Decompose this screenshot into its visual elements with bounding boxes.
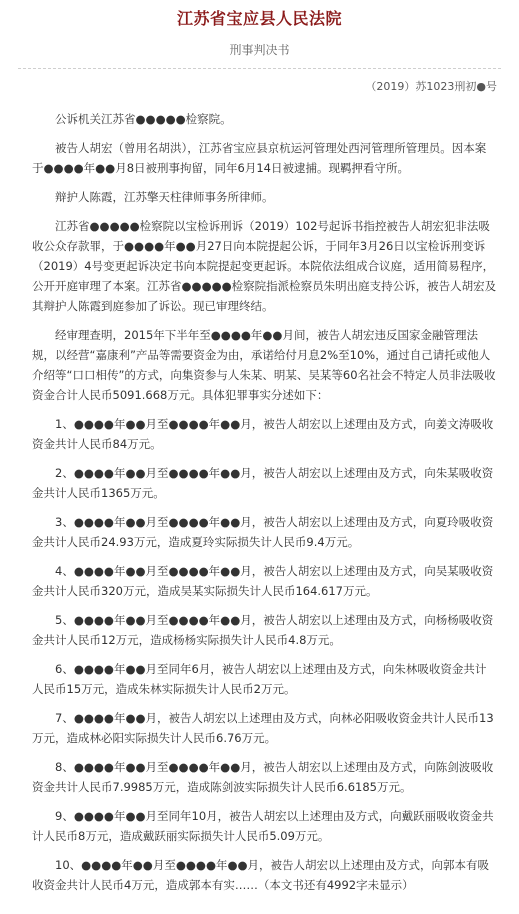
fact-item-2: 2、●●●●年●●月至●●●●年●●月，被告人胡宏以上述理由及方式，向朱某吸收资金共计人民币1365万元。 [32,466,494,500]
fact-item-3: 3、●●●●年●●月至●●●●年●●月，被告人胡宏以上述理由及方式，向夏玲吸收资金共计人民币24.93万元，造成夏玲实际损失计人民币9.4万元。 [32,515,494,549]
fact-item-9: 9、●●●●年●●月至同年10月，被告人胡宏以上述理由及方式，向戴跃丽吸收资金共计人民币8万元，造成戴跃丽实际损失计人民币5.09万元。 [32,809,494,843]
defender-paragraph: 辩护人陈霞，江苏擎天柱律师事务所律师。 [55,190,274,204]
court-name: 江苏省宝应县人民法院 [176,9,342,28]
judgment-body [0,95,519,895]
defendant-paragraph: 被告人胡宏（曾用名胡洪），江苏省宝应县京杭运河管理处西河管理所管理员。因本案于●●●●年●●月8日被刑事拘留，同年6月14日被逮捕。现羁押看守所。 [32,141,487,175]
fact-item-7: 7、●●●●年●●月，被告人胡宏以上述理由及方式，向林必阳吸收资金共计人民币13万元，造成林必阳实际损失计人民币6.76万元。 [32,711,494,745]
fact-item-5: 5、●●●●年●●月至●●●●年●●月，被告人胡宏以上述理由及方式，向杨杨吸收资金共计人民币12万元，造成杨杨实际损失计人民币4.8万元。 [32,613,494,647]
fact-item-8: 8、●●●●年●●月至●●●●年●●月，被告人胡宏以上述理由及方式，向陈剑波吸收资金共计人民币7.9985万元，造成陈剑波实际损失计人民币6.6185万元。 [32,760,494,794]
case-number: （2019）苏1023刑初●号 [365,80,497,93]
facts-paragraph: 经审理查明，2015年下半年至●●●●年●●月间，被告人胡宏违反国家金融管理法规，以经营“嘉康利”产品等需要资金为由，承诺给付月息2%至10%，通过自己请托或他人介绍等“口口相传”的方式，向集资参与人朱某、明某、吴某等60名社会不特定人员非法吸收资金合计人民币5091.668万元。具体犯罪事实分述如下： [32,328,496,402]
header-divider [18,68,501,69]
fact-item-4: 4、●●●●年●●月至●●●●年●●月，被告人胡宏以上述理由及方式，向吴某吸收资金共计人民币320万元，造成吴某实际损失计人民币164.617万元。 [32,564,494,598]
procedure-paragraph: 江苏省●●●●●检察院以宝检诉刑诉（2019）102号起诉书指控被告人胡宏犯非法吸收公众存款罪，于●●●●年●●月27日向本院提起公诉，于同年3月26日以宝检诉刑变诉（2019）4号变更起诉决定书向本院提起变更起诉。本院依法组成合议庭，适用简易程序，公开开庭审理了本案。江苏省●●●●●检察院指派检察员朱明出庭支持公诉，被告人胡宏及其辩护人陈霞到庭参加了诉讼。现已审理终结。 [32,219,497,313]
prosecutor-paragraph: 公诉机关江苏省●●●●●检察院。 [55,112,232,126]
document-type: 刑事判决书 [229,43,290,57]
fact-item-10: 10、●●●●年●●月至●●●●年●●月，被告人胡宏以上述理由及方式，向郭本有吸收资金共计人民币4万元，造成郭本有实……（本文书还有4992字未显示） [32,858,490,892]
fact-item-1: 1、●●●●年●●月至●●●●年●●月，被告人胡宏以上述理由及方式，向姜文涛吸收资金共计人民币84万元。 [32,417,494,451]
fact-item-6: 6、●●●●年●●月至同年6月，被告人胡宏以上述理由及方式，向朱林吸收资金共计人民币15万元，造成朱林实际损失计人民币2万元。 [32,662,487,696]
document-header [0,0,519,58]
